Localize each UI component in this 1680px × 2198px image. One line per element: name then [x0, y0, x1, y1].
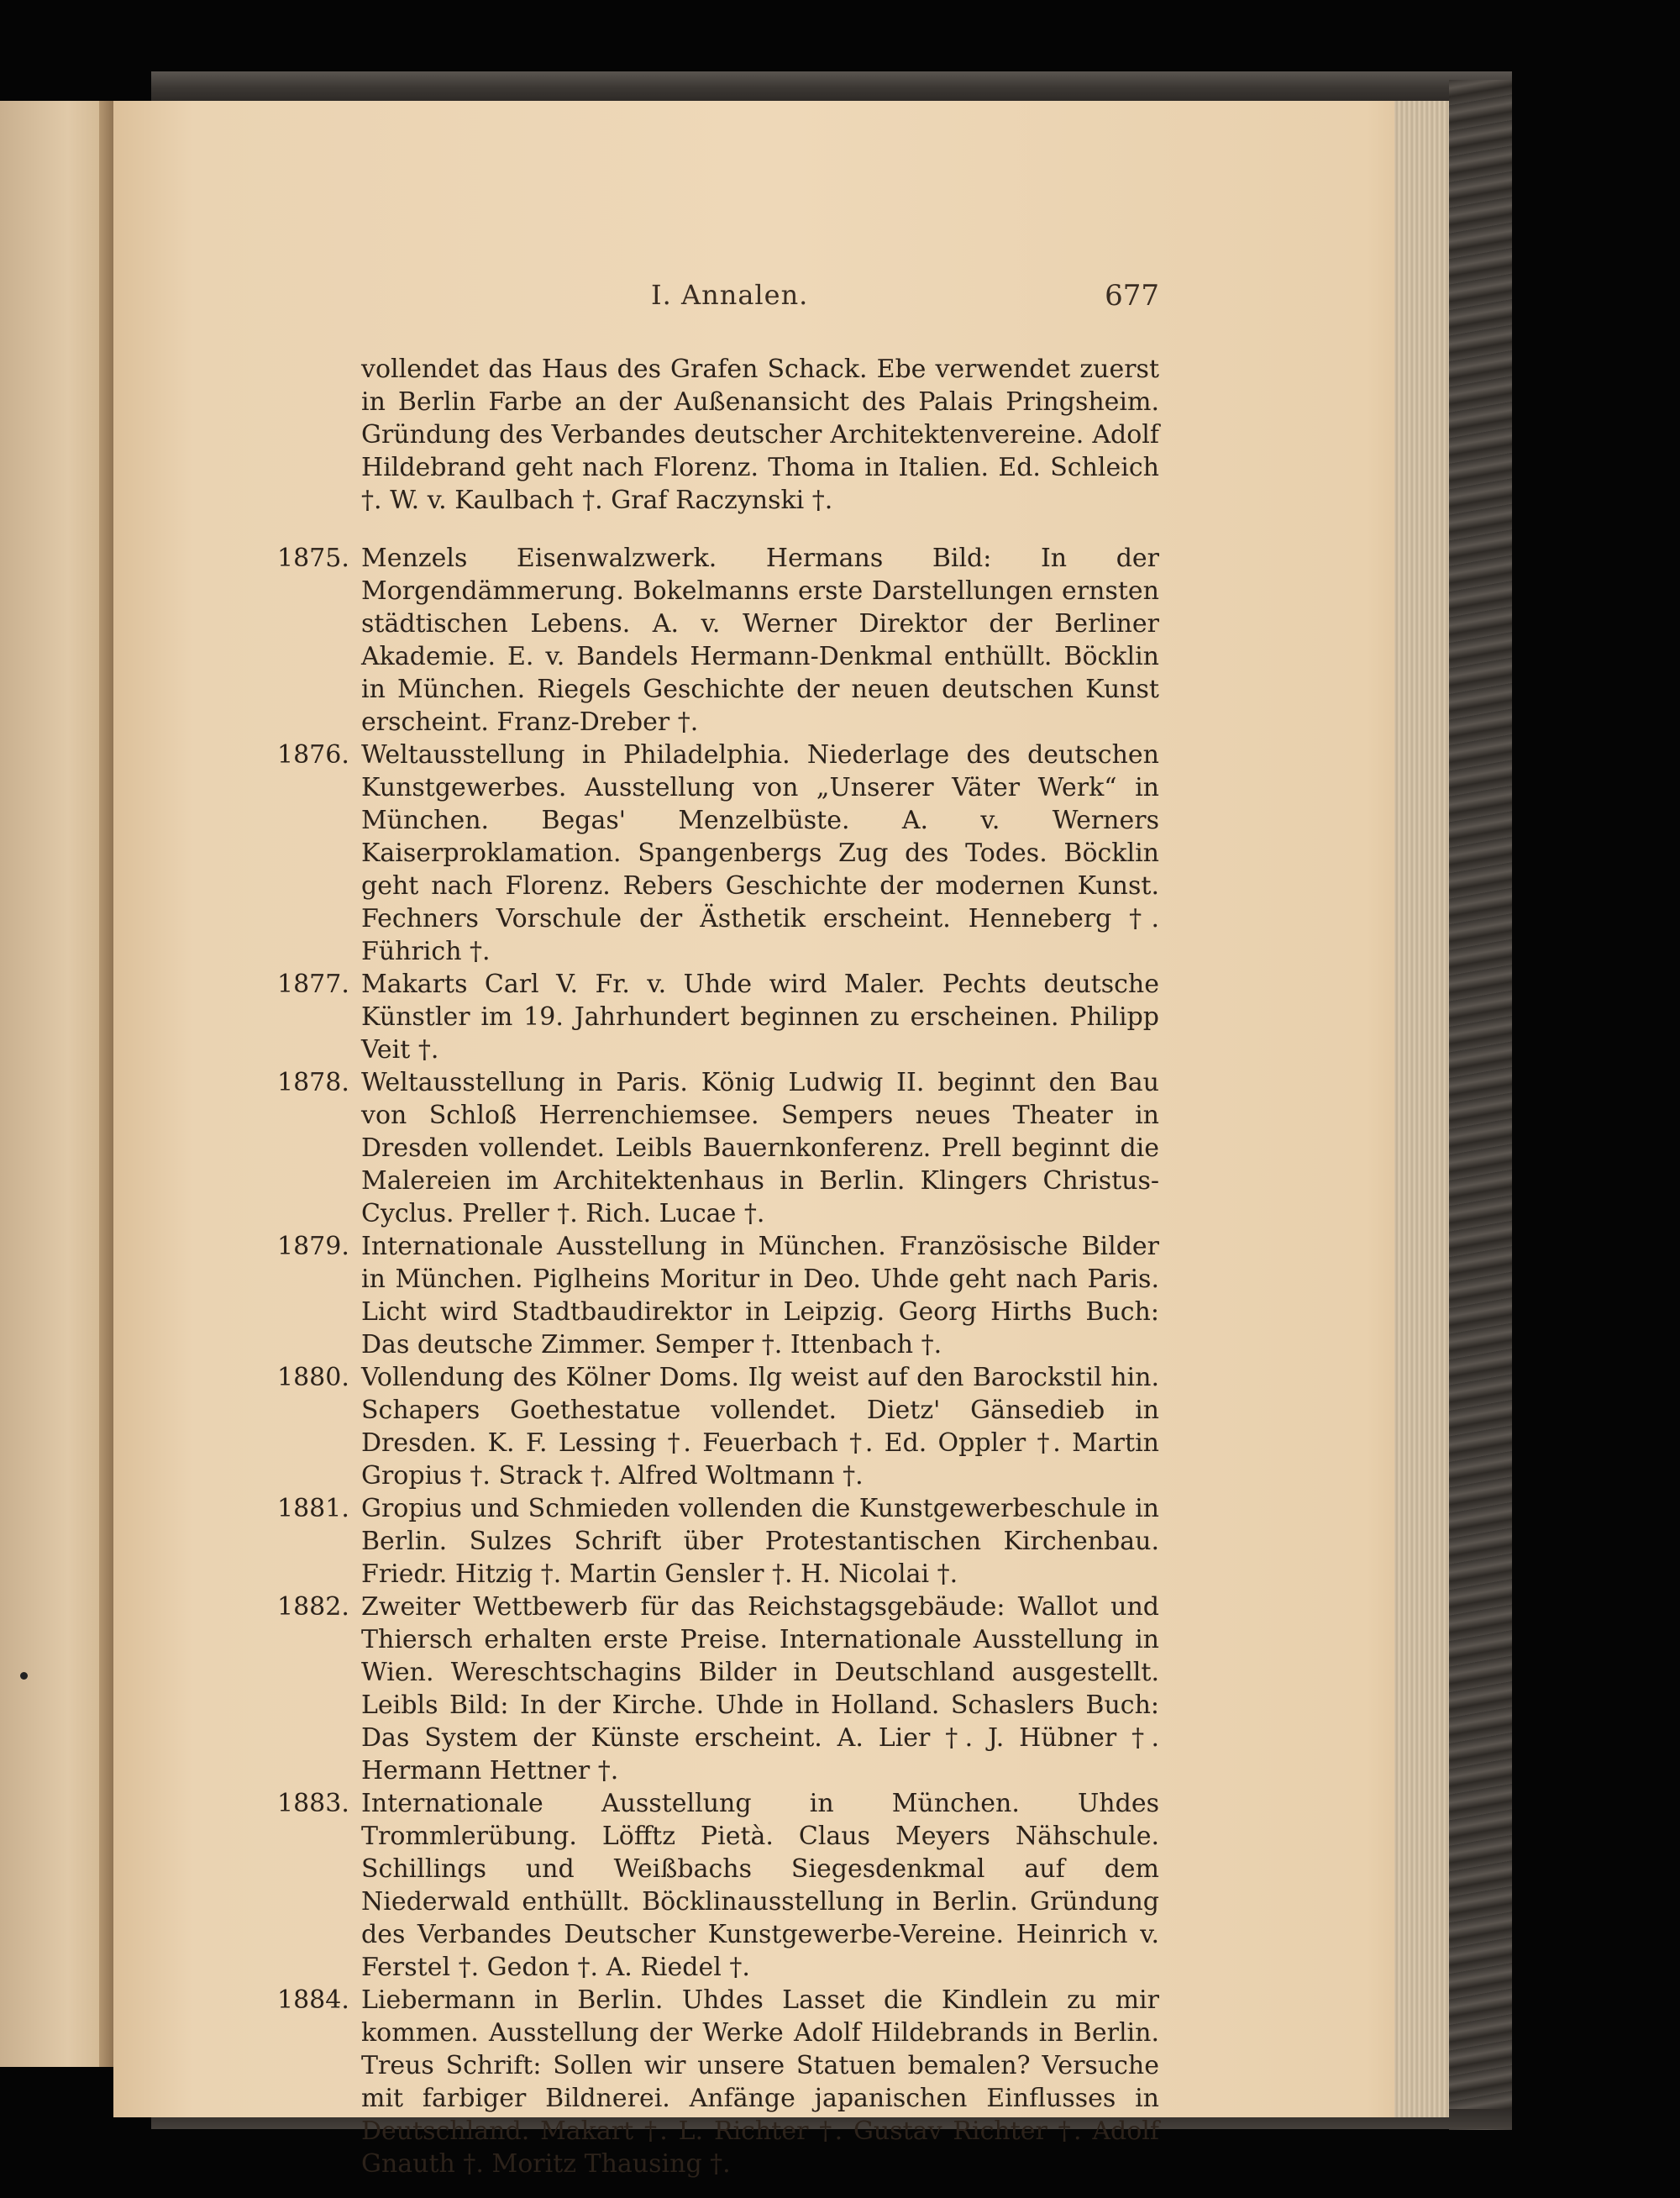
entry-text: Zweiter Wettbewerb für das Reichstagsgebäude: Wallot und Thiersch erhalten erste Preise. Internationale Ausstellung in Wien. Wereschtschagins Bilder in Deutschland ausgestellt. Leibls Bild: In der Kirche. Uhde in Holland. Schaslers Buch: Das System der Künste erscheint. A. Lier †. J. Hübner †. Hermann Hettner †.	[361, 1592, 1159, 1785]
entry-year: 1884.	[277, 1985, 349, 2015]
entry-text: Gropius und Schmieden vollenden die Kunstgewerbeschule in Berlin. Sulzes Schrift über Protestantischen Kirchenbau. Friedr. Hitzig †. Martin Gensler †. H. Nicolai †.	[361, 1494, 1159, 1589]
running-title: I. Annalen.	[651, 279, 809, 311]
entry-text: Internationale Ausstellung in München. Uhdes Trommlerübung. Löfftz Pietà. Claus Meyers Nähschule. Schillings und Weißbachs Siegesdenkmal auf dem Niederwald enthüllt. Böcklinausstellung in Berlin. Gründung des Verbandes Deutscher Kunstgewerbe-Vereine. Heinrich v. Ferstel †. Gedon †. A. Riedel †.	[361, 1789, 1159, 1982]
book-cover-right	[1449, 80, 1512, 2130]
entry-year: 1876.	[277, 740, 349, 770]
year-entry	[277, 1361, 1159, 1492]
entry-year: 1880.	[277, 1363, 349, 1392]
book-cover-top	[151, 71, 1512, 105]
entry-text: Internationale Ausstellung in München. Französische Bilder in München. Piglheins Moritur in Deo. Uhde geht nach Paris. Licht wird Stadtbaudirektor in Leipzig. Georg Hirths Buch: Das deutsche Zimmer. Semper †. Ittenbach †.	[361, 1232, 1159, 1359]
entry-text: Liebermann in Berlin. Uhdes Lasset die Kindlein zu mir kommen. Ausstellung der Werke Adolf Hildebrands in Berlin. Treus Schrift: Sollen wir unsere Statuen bemalen? Versuche mit farbiger Bildnerei. Anfänge japanischen Einflusses in Deutschland. Makart †. L. Richter †. Gustav Richter †. Adolf Gnauth †. Moritz Thausing †.	[361, 1985, 1159, 2179]
entry-text: Weltausstellung in Philadelphia. Niederlage des deutschen Kunstgewerbes. Ausstellung von „Unserer Väter Werk“ in München. Begas' Menzelbüste. A. v. Werners Kaiserproklamation. Spangenbergs Zug des Todes. Böcklin geht nach Florenz. Rebers Geschichte der modernen Kunst. Fechners Vorschule der Ästhetik erscheint. Henneberg †. Führich †.	[361, 740, 1159, 966]
entry-year: 1882.	[277, 1592, 349, 1622]
entry-text: Weltausstellung in Paris. König Ludwig II. beginnt den Bau von Schloß Herrenchiemsee. Sempers neues Theater in Dresden vollendet. Leibls Bauernkonferenz. Prell beginnt die Malereien im Architektenhaus in Berlin. Klingers Christus-Cyclus. Preller †. Rich. Lucae †.	[361, 1068, 1159, 1228]
page-edges	[1394, 101, 1449, 2117]
left-page	[0, 101, 113, 2067]
entry-year: 1875.	[277, 544, 349, 573]
year-entry	[277, 1066, 1159, 1230]
opening-text: vollendet das Haus des Grafen Schack. Ebe verwendet zuerst in Berlin Farbe an der Außenansicht des Palais Pringsheim. Gründung des Verbandes deutscher Architektenvereine. Adolf Hildebrand geht nach Florenz. Thoma in Italien. Ed. Schleich †. W. v. Kaulbach †. Graf Raczynski †.	[361, 355, 1159, 515]
entry-text: Vollendung des Kölner Doms. Ilg weist auf den Barockstil hin. Schapers Goethestatue vollendet. Dietz' Gänsedieb in Dresden. K. F. Lessing †. Feuerbach †. Ed. Oppler †. Martin Gropius †. Strack †. Alfred Woltmann †.	[361, 1363, 1159, 1491]
entry-year: 1878.	[277, 1068, 349, 1097]
year-entry	[277, 1492, 1159, 1591]
page-number: 677	[1105, 279, 1159, 313]
entry-text: Menzels Eisenwalzwerk. Hermans Bild: In der Morgendämmerung. Bokelmanns erste Darstellungen ernsten städtischen Lebens. A. v. Werner Direktor der Berliner Akademie. E. v. Bandels Hermann-Denkmal enthüllt. Böcklin in München. Riegels Geschichte der neuen deutschen Kunst erscheint. Franz-Dreber †.	[361, 544, 1159, 737]
ink-blot	[20, 1672, 28, 1680]
entry-year: 1877.	[277, 970, 349, 999]
year-entry	[277, 968, 1159, 1066]
year-entry	[277, 1591, 1159, 1787]
year-entry	[277, 1787, 1159, 1984]
year-entry	[277, 542, 1159, 739]
page-header	[361, 279, 1159, 329]
entry-text: Makarts Carl V. Fr. v. Uhde wird Maler. Pechts deutsche Künstler im 19. Jahrhundert beginnen zu erscheinen. Philipp Veit †.	[361, 970, 1159, 1065]
entry-year: 1883.	[277, 1789, 349, 1818]
entry-year: 1881.	[277, 1494, 349, 1523]
year-entry	[277, 1984, 1159, 2180]
year-entry	[277, 739, 1159, 968]
entry-year: 1879.	[277, 1232, 349, 1261]
annals-text	[277, 328, 1159, 2180]
year-entry	[277, 1230, 1159, 1361]
